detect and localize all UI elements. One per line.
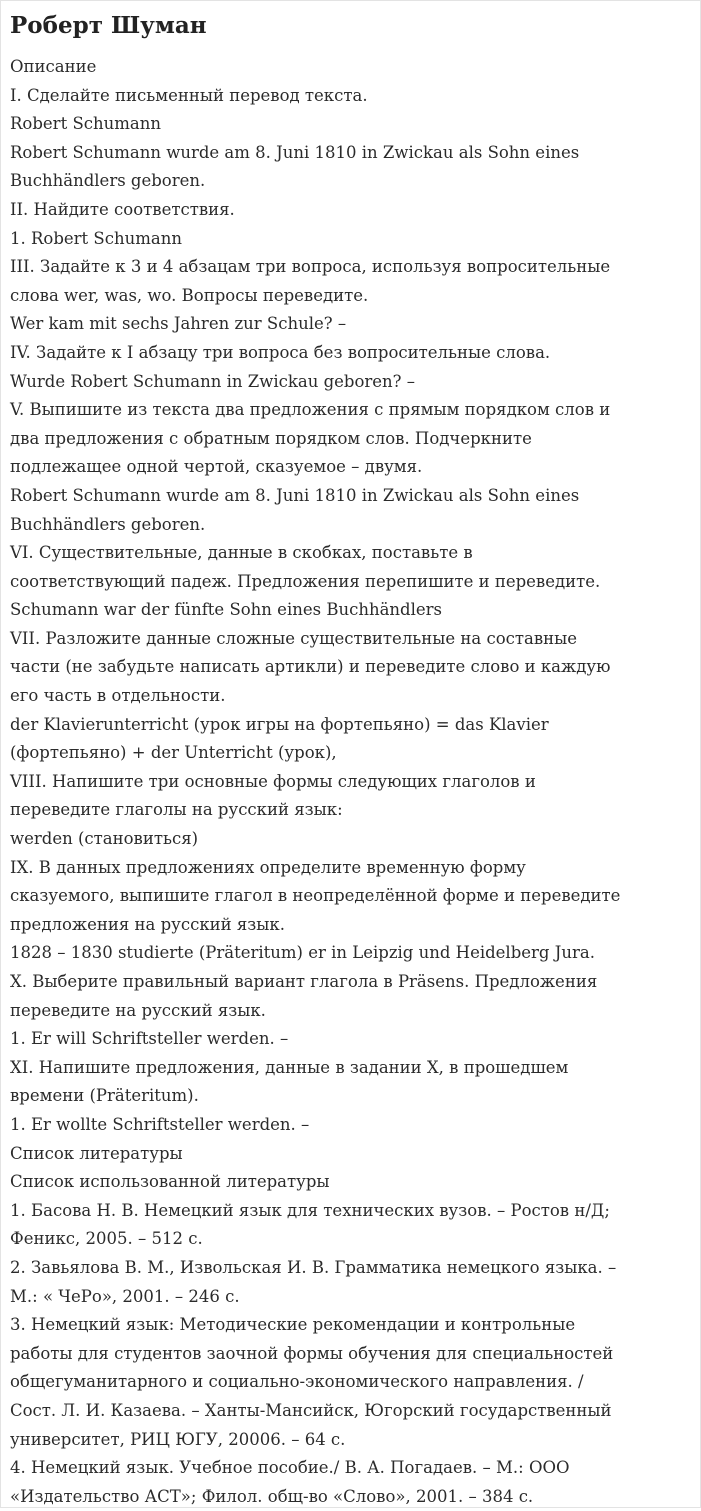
text-line: Robert Schumann: [10, 114, 161, 134]
text-line: переведите на русский язык.: [10, 1000, 266, 1020]
text-line: Сост. Л. И. Казаева. – Ханты-Мансийск, Югорский государственный: [10, 1400, 612, 1420]
text-line: VIII. Напишите три основные формы следующих глаголов и: [10, 771, 536, 791]
text-line: два предложения с обратным порядком слов. Подчеркните: [10, 428, 532, 448]
text-line: 1. Er wollte Schriftsteller werden. –: [10, 1114, 310, 1134]
text-line: V. Выпишите из текста два предложения с прямым порядком слов и: [10, 400, 611, 420]
text-line: сказуемого, выпишите глагол в неопределённой форме и переведите: [10, 886, 621, 906]
text-line: 1828 – 1830 studierte (Präteritum) er in Leipzig und Heidelberg Jura.: [10, 943, 595, 963]
text-line: Описание: [10, 57, 97, 76]
text-line: части (не забудьте написать артикли) и переведите слово и каждую: [10, 657, 611, 677]
text-line: 3. Немецкий язык: Методические рекомендации и контрольные: [10, 1315, 576, 1335]
text-line: III. Задайте к 3 и 4 абзацам три вопроса, используя вопросительные: [10, 257, 611, 277]
text-line: I. Сделайте письменный перевод текста.: [10, 85, 368, 105]
text-line: подлежащее одной чертой, сказуемое – двумя.: [10, 457, 423, 477]
text-line: 1. Er will Schriftsteller werden. –: [10, 1029, 289, 1049]
text-line: Schumann war der fünfte Sohn eines Buchhändlers: [10, 600, 442, 620]
text-line: VI. Существительные, данные в скобках, поставьте в: [10, 543, 473, 563]
text-line: университет, РИЦ ЮГУ, 20006. – 64 с.: [10, 1429, 346, 1449]
text-line: 4. Немецкий язык. Учебное пособие./ В. А. Погадаев. – М.: ООО: [10, 1458, 570, 1478]
text-line: Список литературы: [10, 1143, 183, 1163]
text-line: соответствующий падеж. Предложения перепишите и переведите.: [10, 571, 601, 591]
text-line: Список использованной литературы: [10, 1172, 330, 1192]
text-line: 1. Robert Schumann: [10, 228, 182, 248]
text-line: Феникс, 2005. – 512 с.: [10, 1229, 203, 1249]
text-line: 1. Басова Н. В. Немецкий язык для технических вузов. – Ростов н/Д;: [10, 1200, 610, 1220]
text-line: работы для студентов заочной формы обучения для специальностей: [10, 1343, 614, 1363]
text-line: VII. Разложите данные сложные существительные на составные: [10, 628, 578, 648]
text-line: «Издательство АСТ»; Филол. общ-во «Слово», 2001. – 384 с.: [10, 1486, 534, 1506]
page-title: Роберт Шуман: [10, 12, 207, 39]
text-line: X. Выберите правильный вариант глагола в Präsens. Предложения: [10, 972, 598, 991]
text-line: Buchhändlers geboren.: [10, 171, 206, 191]
text-line: общегуманитарного и социально-экономического направления. /: [10, 1372, 584, 1392]
text-line: der Klavierunterricht (урок игры на фортепьяно) = das Klavier: [10, 714, 549, 734]
text-line: Buchhändlers geboren.: [10, 514, 206, 534]
text-line: Robert Schumann wurde am 8. Juni 1810 in Zwickau als Sohn eines: [10, 142, 580, 162]
text-line: переведите глаголы на русский язык:: [10, 800, 343, 820]
text-line: слова wer, was, wo. Вопросы переведите.: [10, 285, 369, 305]
text-line: предложения на русский язык.: [10, 914, 285, 934]
text-line: IX. В данных предложениях определите временную форму: [10, 857, 526, 877]
text-line: времени (Präteritum).: [10, 1086, 199, 1106]
text-line: Wurde Robert Schumann in Zwickau geboren? –: [10, 371, 416, 391]
text-line: 2. Завьялова В. М., Извольская И. В. Грамматика немецкого языка. –: [10, 1257, 617, 1277]
text-line: II. Найдите соответствия.: [10, 199, 235, 219]
text-line: его часть в отдельности.: [10, 686, 226, 706]
document-body: [10, 53, 691, 1511]
text-line: Robert Schumann wurde am 8. Juni 1810 in Zwickau als Sohn eines: [10, 485, 580, 505]
text-line: IV. Задайте к I абзацу три вопроса без вопросительные слова.: [10, 342, 551, 362]
text-line: XI. Напишите предложения, данные в задании X, в прошедшем: [10, 1057, 569, 1077]
text-line: werden (становиться): [10, 829, 199, 849]
text-line: Wer kam mit sechs Jahren zur Schule? –: [10, 314, 347, 334]
text-line: (фортепьяно) + der Unterricht (урок),: [10, 743, 337, 763]
text-line: М.: « ЧеРо», 2001. – 246 с.: [10, 1286, 240, 1306]
